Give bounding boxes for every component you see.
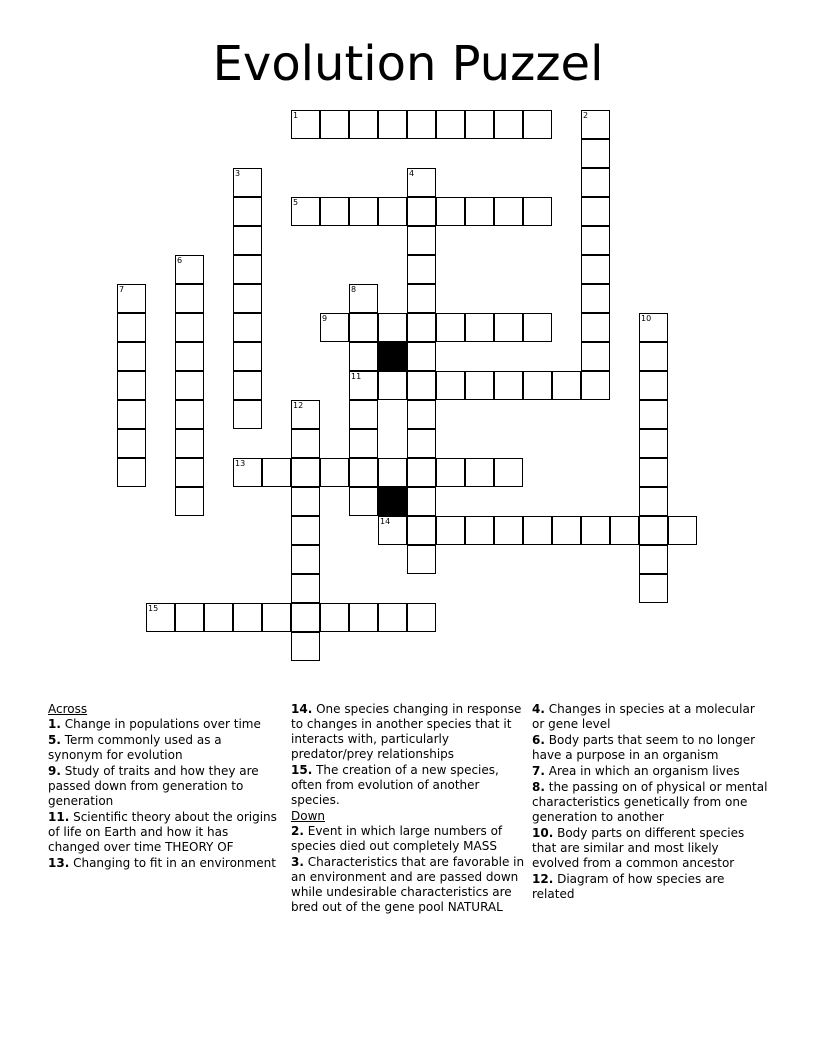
grid-cell[interactable]: [407, 284, 436, 313]
cell-number: 10: [641, 314, 652, 323]
grid-cell[interactable]: [552, 371, 581, 400]
grid-cell[interactable]: [233, 226, 262, 255]
grid-cell[interactable]: [233, 371, 262, 400]
grid-cell[interactable]: [407, 313, 436, 342]
grid-cell[interactable]: [494, 110, 523, 139]
grid-cell[interactable]: [117, 342, 146, 371]
clue-across-15: 15. The creation of a new species, often from evolution of another species.: [291, 763, 499, 807]
grid-cell[interactable]: [233, 255, 262, 284]
grid-cell[interactable]: [639, 487, 668, 516]
grid-cell[interactable]: [581, 313, 610, 342]
black-cell: [378, 342, 407, 371]
grid-cell[interactable]: [233, 458, 262, 487]
grid-cell[interactable]: [349, 313, 378, 342]
grid-cell[interactable]: [465, 313, 494, 342]
grid-cell[interactable]: [291, 400, 320, 429]
grid-cell[interactable]: [378, 313, 407, 342]
grid-cell[interactable]: [175, 255, 204, 284]
grid-cell[interactable]: [581, 516, 610, 545]
grid-cell[interactable]: [465, 516, 494, 545]
grid-cell[interactable]: [407, 197, 436, 226]
grid-cell[interactable]: [291, 632, 320, 661]
grid-cell[interactable]: [204, 603, 233, 632]
grid-cell[interactable]: [407, 516, 436, 545]
grid-cell[interactable]: [320, 458, 349, 487]
grid-cell[interactable]: [639, 342, 668, 371]
black-cell: [378, 487, 407, 516]
cell-number: 1: [293, 111, 299, 120]
grid-cell[interactable]: [465, 197, 494, 226]
clue-down-10: 10. Body parts on different species that are similar and most likely evolved from a common ancestor: [532, 826, 745, 870]
cell-number: 5: [293, 198, 299, 207]
grid-cell[interactable]: [175, 313, 204, 342]
grid-cell[interactable]: [407, 487, 436, 516]
grid-cell[interactable]: [349, 371, 378, 400]
grid-cell[interactable]: [349, 400, 378, 429]
grid-cell[interactable]: [523, 371, 552, 400]
grid-cell[interactable]: [175, 458, 204, 487]
grid-cell[interactable]: [349, 487, 378, 516]
grid-cell[interactable]: [291, 545, 320, 574]
grid-cell[interactable]: [378, 603, 407, 632]
grid-cell[interactable]: [639, 458, 668, 487]
grid-cell[interactable]: [233, 342, 262, 371]
grid-cell[interactable]: [639, 574, 668, 603]
clue-across-1: 1. Change in populations over time: [48, 717, 261, 731]
grid-cell[interactable]: [639, 313, 668, 342]
clue-down-8: 8. the passing on of physical or mental characteristics genetically from one generation to another: [532, 780, 768, 824]
grid-cell[interactable]: [581, 342, 610, 371]
grid-cell[interactable]: [581, 284, 610, 313]
cell-number: 3: [235, 169, 241, 178]
grid-cell[interactable]: [581, 197, 610, 226]
grid-cell[interactable]: [117, 429, 146, 458]
grid-cell[interactable]: [581, 226, 610, 255]
grid-cell[interactable]: [175, 487, 204, 516]
grid-cell[interactable]: [378, 197, 407, 226]
grid-cell[interactable]: [407, 400, 436, 429]
grid-cell[interactable]: [407, 226, 436, 255]
grid-cell[interactable]: [407, 458, 436, 487]
grid-cell[interactable]: [407, 255, 436, 284]
grid-cell[interactable]: [465, 458, 494, 487]
grid-cell[interactable]: [146, 603, 175, 632]
grid-cell[interactable]: [233, 313, 262, 342]
clue-across-14: 14. One species changing in response to changes in another species that it interacts with, particularly predator/prey relationships: [291, 702, 522, 761]
grid-cell[interactable]: [407, 168, 436, 197]
grid-cell[interactable]: [320, 603, 349, 632]
grid-cell[interactable]: [349, 284, 378, 313]
grid-cell[interactable]: [436, 458, 465, 487]
grid-cell[interactable]: [175, 603, 204, 632]
grid-cell[interactable]: [610, 516, 639, 545]
clue-down-3: 3. Characteristics that are favorable in an environment and are passed down while undesirable characteristics are bred out of the gene pool NATURAL: [291, 855, 525, 914]
grid-cell[interactable]: [494, 313, 523, 342]
down-heading: Down: [291, 809, 326, 823]
across-heading: Across: [48, 702, 88, 716]
cell-number: 7: [119, 285, 125, 294]
grid-cell[interactable]: [291, 197, 320, 226]
clue-down-4: 4. Changes in species at a molecular or gene level: [532, 702, 755, 731]
grid-cell[interactable]: [407, 429, 436, 458]
cell-number: 2: [583, 111, 589, 120]
grid-cell[interactable]: [233, 284, 262, 313]
grid-cell[interactable]: [523, 313, 552, 342]
grid-cell[interactable]: [175, 284, 204, 313]
grid-cell[interactable]: [117, 313, 146, 342]
cell-number: 9: [322, 314, 328, 323]
grid-cell[interactable]: [407, 603, 436, 632]
page-title: Evolution Puzzel: [212, 36, 604, 92]
grid-cell[interactable]: [233, 197, 262, 226]
grid-cell[interactable]: [349, 110, 378, 139]
grid-cell[interactable]: [378, 516, 407, 545]
grid-cell[interactable]: [291, 516, 320, 545]
grid-cell[interactable]: [175, 429, 204, 458]
grid-cell[interactable]: [320, 197, 349, 226]
grid-cell[interactable]: [436, 110, 465, 139]
grid-cell[interactable]: [291, 487, 320, 516]
clue-down-6: 6. Body parts that seem to no longer have a purpose in an organism: [532, 733, 756, 762]
grid-cell[interactable]: [349, 197, 378, 226]
grid-cell[interactable]: [581, 139, 610, 168]
grid-cell[interactable]: [233, 168, 262, 197]
cell-number: 14: [380, 517, 391, 526]
grid-cell[interactable]: [436, 313, 465, 342]
grid-cell[interactable]: [320, 110, 349, 139]
clues-column-1: [48, 702, 280, 872]
grid-cell[interactable]: [436, 516, 465, 545]
grid-cell[interactable]: [639, 516, 668, 545]
grid-cell[interactable]: [117, 284, 146, 313]
grid-cell[interactable]: [581, 255, 610, 284]
grid-cell[interactable]: [581, 110, 610, 139]
clue-down-12: 12. Diagram of how species are related: [532, 872, 725, 901]
grid-cell[interactable]: [233, 400, 262, 429]
grid-cell[interactable]: [436, 371, 465, 400]
grid-cell[interactable]: [233, 603, 262, 632]
grid-cell[interactable]: [117, 400, 146, 429]
cell-number: 13: [235, 459, 246, 468]
grid-cell[interactable]: [349, 458, 378, 487]
grid-cell[interactable]: [639, 400, 668, 429]
grid-cell[interactable]: [378, 110, 407, 139]
grid-cell[interactable]: [639, 545, 668, 574]
grid-cell[interactable]: [494, 458, 523, 487]
cell-number: 4: [409, 169, 415, 178]
grid-cell[interactable]: [117, 371, 146, 400]
grid-cell[interactable]: [581, 168, 610, 197]
grid-cell[interactable]: [175, 342, 204, 371]
clue-across-11: 11. Scientific theory about the origins of life on Earth and how it has changed over time THEORY OF: [48, 810, 277, 854]
grid-cell[interactable]: [175, 371, 204, 400]
grid-cell[interactable]: [349, 603, 378, 632]
cell-number: 8: [351, 285, 357, 294]
grid-cell[interactable]: [465, 371, 494, 400]
cell-number: 15: [148, 604, 159, 613]
grid-cell[interactable]: [407, 110, 436, 139]
grid-cell[interactable]: [465, 110, 494, 139]
grid-cell[interactable]: [436, 197, 465, 226]
grid-cell[interactable]: [494, 197, 523, 226]
grid-cell[interactable]: [378, 371, 407, 400]
clue-down-2: 2. Event in which large numbers of species died out completely MASS: [291, 824, 503, 853]
grid-cell[interactable]: [581, 371, 610, 400]
clue-down-7: 7. Area in which an organism lives: [532, 764, 740, 778]
grid-cell[interactable]: [349, 342, 378, 371]
grid-cell[interactable]: [291, 458, 320, 487]
clue-across-5: 5. Term commonly used as a synonym for evolution: [48, 733, 222, 762]
grid-cell[interactable]: [407, 371, 436, 400]
clues-column-3: [532, 702, 768, 903]
clues-column-2: [291, 702, 527, 916]
grid-cell[interactable]: [320, 313, 349, 342]
cell-number: 12: [293, 401, 304, 410]
grid-cell[interactable]: [291, 110, 320, 139]
grid-cell[interactable]: [291, 574, 320, 603]
grid-cell[interactable]: [523, 110, 552, 139]
grid-cell[interactable]: [262, 458, 291, 487]
clue-across-9: 9. Study of traits and how they are passed down from generation to generation: [48, 764, 259, 808]
grid-cell[interactable]: [407, 342, 436, 371]
grid-cell[interactable]: [552, 516, 581, 545]
cell-number: 6: [177, 256, 183, 265]
grid-cell[interactable]: [494, 371, 523, 400]
grid-cell[interactable]: [291, 603, 320, 632]
cell-number: 11: [351, 372, 362, 381]
grid-cell[interactable]: [291, 429, 320, 458]
grid-cell[interactable]: [349, 429, 378, 458]
grid-cell[interactable]: [378, 458, 407, 487]
grid-cell[interactable]: [117, 458, 146, 487]
grid-cell[interactable]: [668, 516, 697, 545]
grid-cell[interactable]: [494, 516, 523, 545]
grid-cell[interactable]: [639, 429, 668, 458]
grid-cell[interactable]: [523, 516, 552, 545]
grid-cell[interactable]: [407, 545, 436, 574]
grid-cell[interactable]: [639, 371, 668, 400]
grid-cell[interactable]: [175, 400, 204, 429]
clue-across-13: 13. Changing to fit in an environment: [48, 856, 276, 870]
grid-cell[interactable]: [523, 197, 552, 226]
grid-cell[interactable]: [262, 603, 291, 632]
